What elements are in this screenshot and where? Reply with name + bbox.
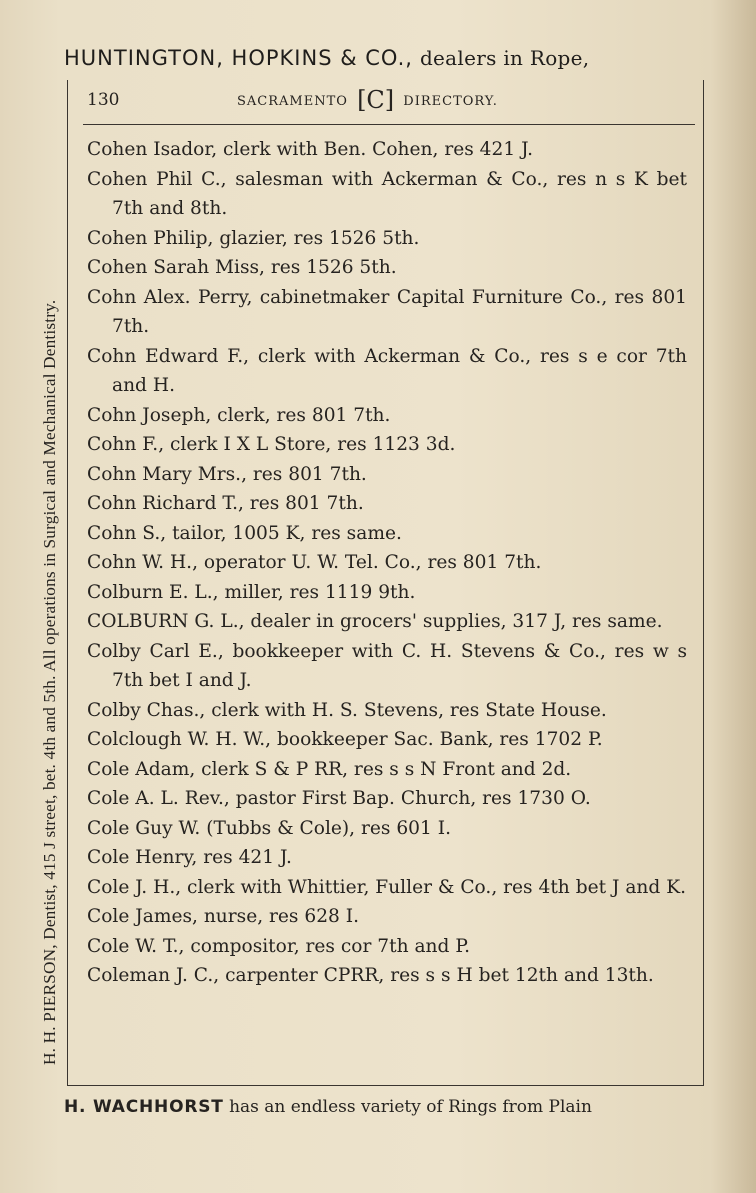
directory-entry: Cole Adam, clerk S & P RR, res s s N Front and 2d.	[87, 758, 572, 780]
top-advertisement	[64, 46, 714, 70]
directory-entry: Colclough W. H. W., bookkeeper Sac. Bank, res 1702 P.	[87, 729, 603, 750]
running-head-city: SACRAMENTO	[237, 94, 348, 109]
directory-entry: Cole J. H., clerk with Whittier, Fuller & Co., res 4th bet J and K.	[87, 876, 687, 898]
bottom-advertisement	[64, 1097, 714, 1117]
directory-entry: Cohn F., clerk I X L Store, res 1123 3d.	[87, 434, 456, 455]
directory-entry: Cole Henry, res 421 J.	[87, 847, 292, 868]
directory-entry: Cohn Mary Mrs., res 801 7th.	[87, 463, 367, 485]
directory-entry: Cohen Philip, glazier, res 1526 5th.	[87, 227, 420, 249]
frame-bottom-rule	[67, 1085, 704, 1086]
directory-entries	[87, 135, 687, 991]
running-head-section: DIRECTORY.	[403, 94, 498, 109]
directory-entry: COLBURN G. L., dealer in grocers' supplies, 317 J, res same.	[87, 611, 663, 632]
directory-entry: Cohn Alex. Perry, cabinetmaker Capital Furniture Co., res 801 7th.	[87, 286, 687, 337]
bottom-advert-text: has an endless variety of Rings from Plain	[229, 1097, 592, 1117]
section-letter: [C]	[357, 86, 395, 114]
running-head	[237, 86, 498, 114]
side-advertisement: H. H. PIERSON, Dentist, 415 J street, bet. 4th and 5th. All operations in Surgical and Mechanical Dentistry.	[40, 299, 59, 1065]
directory-entry: Cole James, nurse, res 628 I.	[87, 906, 360, 927]
directory-entry: Cohn Edward F., clerk with Ackerman & Co., res s e cor 7th and H.	[87, 345, 687, 396]
directory-entry: Cohn W. H., operator U. W. Tel. Co., res 801 7th.	[87, 552, 542, 573]
frame-right-rule	[703, 80, 704, 1086]
directory-entry: Cohn Richard T., res 801 7th.	[87, 493, 364, 514]
directory-entry: Cole A. L. Rev., pastor First Bap. Church, res 1730 O.	[87, 788, 591, 809]
directory-entry: Coleman J. C., carpenter CPRR, res s s H bet 12th and 13th.	[87, 965, 654, 986]
directory-entry: Cole Guy W. (Tubbs & Cole), res 601 I.	[87, 817, 452, 839]
directory-entry: Colby Carl E., bookkeeper with C. H. Stevens & Co., res w s 7th bet I and J.	[87, 640, 687, 691]
directory-entry: Cohen Isador, clerk with Ben. Cohen, res 421 J.	[87, 139, 533, 160]
bottom-advert-name: H. WACHHORST	[64, 1097, 224, 1117]
directory-entry: Cole W. T., compositor, res cor 7th and P.	[87, 935, 470, 957]
page-number: 130	[87, 90, 120, 110]
header-rule	[83, 124, 695, 125]
frame-left-rule	[67, 80, 68, 1086]
directory-entry: Cohn Joseph, clerk, res 801 7th.	[87, 404, 391, 426]
directory-entry: Colby Chas., clerk with H. S. Stevens, res State House.	[87, 699, 607, 721]
directory-entry: Cohn S., tailor, 1005 K, res same.	[87, 522, 402, 544]
directory-entry: Cohen Phil C., salesman with Ackerman & Co., res n s K bet 7th and 8th.	[87, 168, 687, 219]
directory-entry: Cohen Sarah Miss, res 1526 5th.	[87, 257, 397, 278]
top-advert-trade: dealers in Rope,	[419, 46, 590, 70]
directory-entry: Colburn E. L., miller, res 1119 9th.	[87, 581, 416, 603]
top-advert-firm: HUNTINGTON, HOPKINS & CO.,	[64, 46, 413, 70]
